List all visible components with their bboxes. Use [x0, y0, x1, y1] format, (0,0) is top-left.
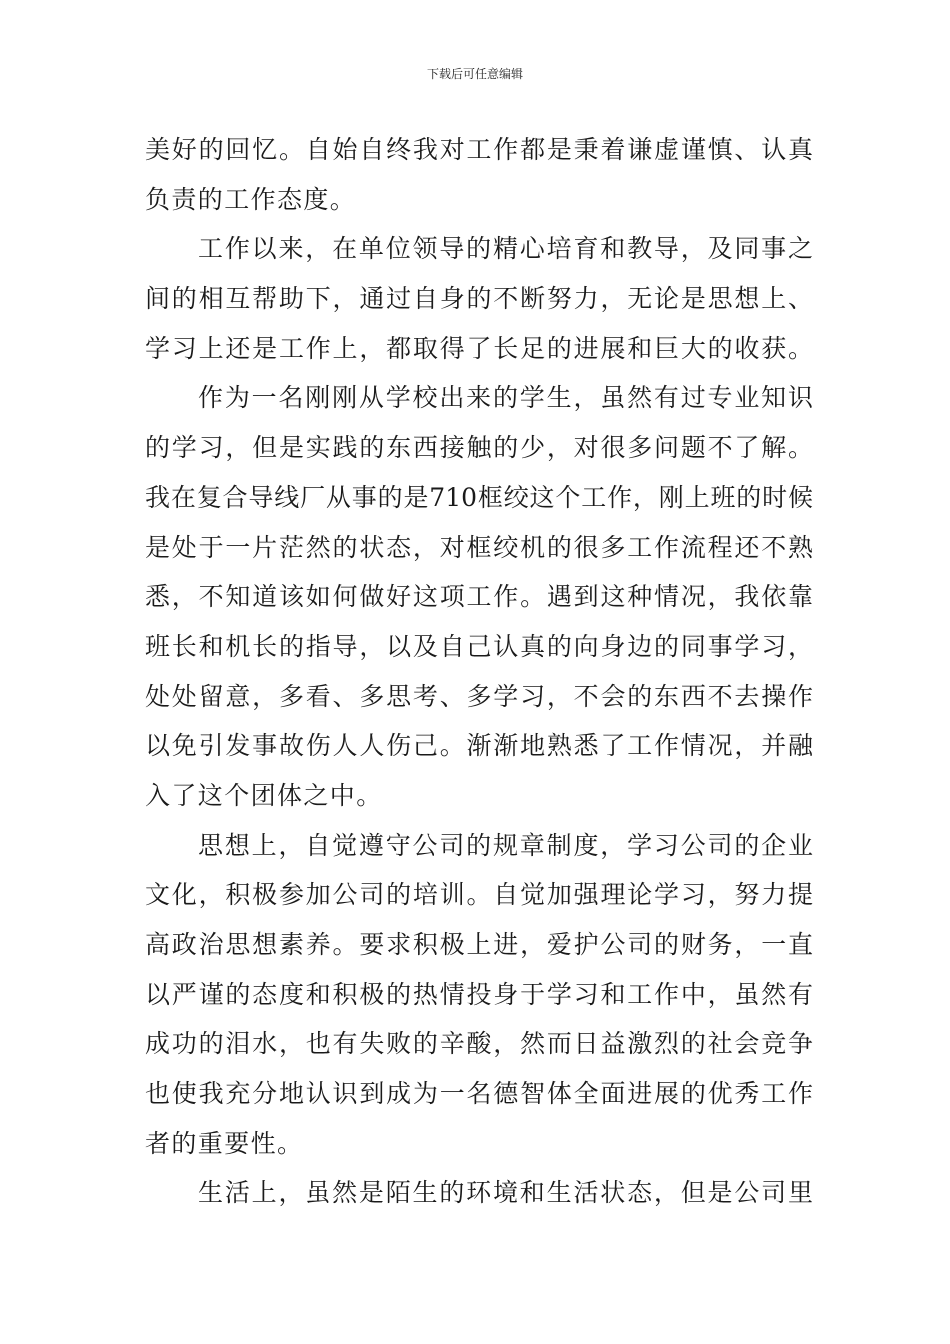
text-line: 者的重要性。	[145, 1128, 304, 1158]
text-line: 以免引发事故伤人人伤己。渐渐地熟悉了工作情况，并融	[145, 731, 813, 761]
paragraph-first-line: 工作以来，在单位领导的精心培育和教导，及同事之	[198, 234, 813, 264]
paragraph-first-line: 作为一名刚刚从学校出来的学生，虽然有过专业知识	[198, 383, 813, 413]
page-header: 下载后可任意编辑	[426, 67, 523, 81]
paragraph-first-line: 思想上，自觉遵守公司的规章制度，学习公司的企业	[198, 830, 813, 860]
paragraph-first-line: 生活上，虽然是陌生的环境和生活状态，但是公司里	[198, 1178, 813, 1208]
text-line: 入了这个团体之中。	[145, 780, 383, 810]
document-body	[145, 125, 813, 1218]
text-line: 处处留意，多看、多思考、多学习，不会的东西不去操作	[145, 681, 813, 711]
text-line: 负责的工作态度。	[145, 184, 357, 214]
text-line: 以严谨的态度和积极的热情投身于学习和工作中，虽然有	[145, 979, 813, 1009]
text-line: 也使我充分地认识到成为一名德智体全面进展的优秀工作	[145, 1079, 813, 1109]
text-line: 高政治思想素养。要求积极上进，爱护公司的财务，一直	[145, 930, 813, 959]
text-line: 班长和机长的指导，以及自己认真的向身边的同事学习，	[145, 631, 813, 661]
text-line: 是处于一片茫然的状态，对框绞机的很多工作流程还不熟	[145, 532, 813, 562]
text-line: 间的相互帮助下，通过自身的不断努力，无论是思想上、	[145, 284, 813, 314]
text-line: 美好的回忆。自始自终我对工作都是秉着谦虚谨慎、认真	[145, 135, 813, 164]
text-line: 的学习，但是实践的东西接触的少，对很多问题不了解。	[145, 433, 813, 463]
text-line: 学习上还是工作上，都取得了长足的进展和巨大的收获。	[145, 333, 813, 363]
text-line: 我在复合导线厂从事的是710框绞这个工作，刚上班的时候	[145, 482, 813, 512]
text-line: 成功的泪水，也有失败的辛酸，然而日益激烈的社会竞争	[145, 1029, 813, 1059]
text-line: 文化，积极参加公司的培训。自觉加强理论学习，努力提	[145, 880, 813, 910]
text-line: 悉，不知道该如何做好这项工作。遇到这种情况，我依靠	[145, 582, 813, 612]
